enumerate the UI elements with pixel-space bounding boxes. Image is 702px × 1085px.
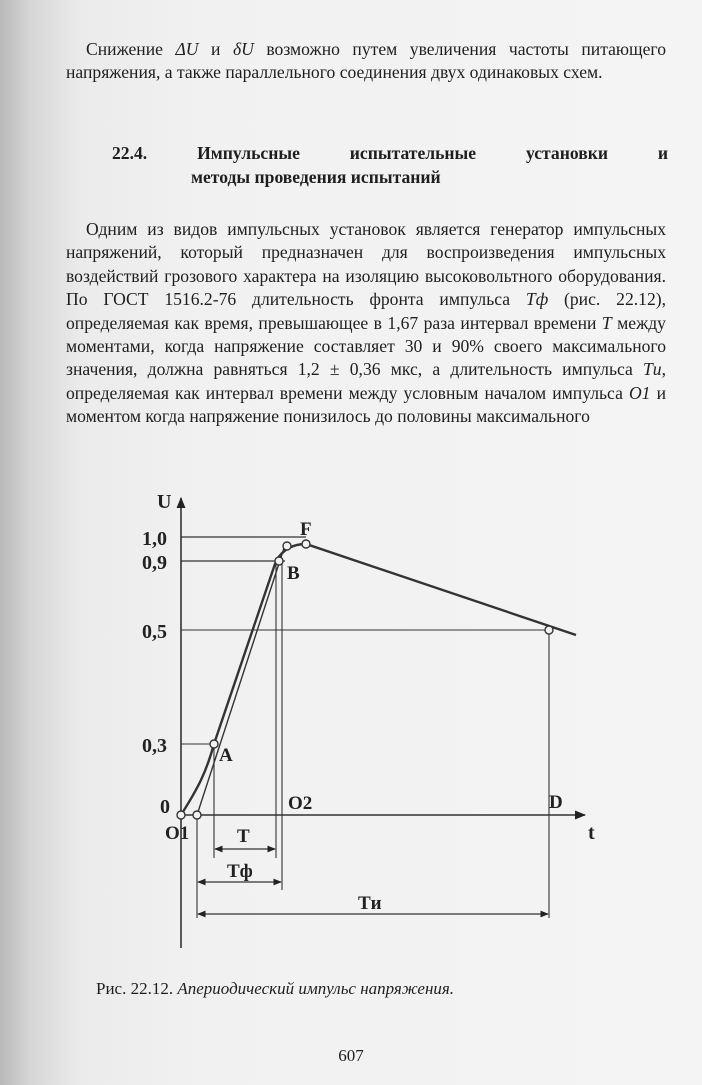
p2-text-a: Одним из видов импульсных установок является генератор импульсных напряжений, который предназначен для воспроизведения импульсных воздействий грозового характера на изоляцию высоковольтного оборудования. По ГОСТ 1516.2-76 длительность фронта импульса	[66, 219, 666, 310]
p1-text-a: Снижение	[86, 39, 176, 59]
symbol-delta-u: ΔU	[175, 39, 199, 59]
label-dim-t: T	[237, 826, 250, 847]
label-f: F	[300, 519, 312, 540]
caption-number: Рис. 22.12.	[96, 979, 178, 998]
symbol-o1: O1	[628, 382, 651, 403]
p2-text-c: между моментами, когда напряжение составляет 30 и 90% своего максимального значения, должна равняться 1,2 ± 0,36 мкс, а длительность импульса	[66, 312, 666, 380]
page-number: 607	[338, 1046, 364, 1065]
p1-text-b: и	[198, 39, 233, 59]
symbol-ti: Tи	[643, 359, 662, 380]
tick-0: 0	[160, 796, 170, 818]
label-b: B	[287, 563, 300, 584]
heading-word-4: и	[657, 143, 668, 163]
symbol-tf: Tф	[525, 289, 549, 310]
label-dim-ti: Tи	[358, 893, 382, 914]
label-dim-tf: Tф	[227, 861, 253, 882]
paragraph-body	[66, 218, 666, 429]
label-t: t	[588, 822, 595, 844]
section-heading	[112, 141, 668, 189]
point-o1	[193, 811, 201, 819]
caption-title: Апериодический импульс напряжения.	[177, 979, 455, 998]
heading-word-3: установки	[525, 143, 608, 163]
section-number: 22.4.	[112, 143, 148, 163]
heading-word-1: Импульсные	[197, 143, 300, 163]
label-d: D	[549, 792, 563, 813]
front-line	[197, 542, 286, 815]
figure-caption	[96, 978, 636, 1000]
label-a: A	[219, 745, 233, 766]
impulse-curve	[181, 544, 576, 815]
p1-text-c: возможно путем увеличения частоты питающего напряжения, а также параллельного соединения двух одинаковых схем.	[66, 39, 666, 83]
tick-1-0: 1,0	[142, 528, 167, 550]
tick-0-3: 0,3	[142, 735, 167, 757]
tick-0-5: 0,5	[142, 621, 167, 643]
symbol-t: T	[601, 312, 612, 333]
paragraph-intro	[66, 38, 666, 85]
point-b-09	[275, 557, 283, 565]
label-u: U	[157, 491, 172, 513]
point-b	[283, 542, 291, 550]
p2-text-d: , определяемая как интервал времени между условным началом импульса	[66, 359, 666, 403]
p2-text-b: (рис. 22.12), определяемая как время, превышающее в 1,67 раза интервал времени	[66, 289, 666, 333]
label-o2: O2	[288, 793, 313, 814]
point-a	[210, 740, 218, 748]
point-origin	[177, 811, 185, 819]
point-d	[545, 626, 553, 634]
point-f	[302, 540, 310, 548]
impulse-diagram	[0, 478, 702, 978]
heading-line-2: методы проведения испытаний	[191, 167, 441, 187]
p2-text-e: и моментом когда напряжение понизилось до половины максимального	[66, 382, 666, 427]
heading-word-2: испытательные	[349, 143, 477, 163]
symbol-small-delta-u: δU	[232, 39, 254, 59]
label-o1: O1	[165, 823, 190, 844]
tick-0-9: 0,9	[142, 552, 167, 574]
